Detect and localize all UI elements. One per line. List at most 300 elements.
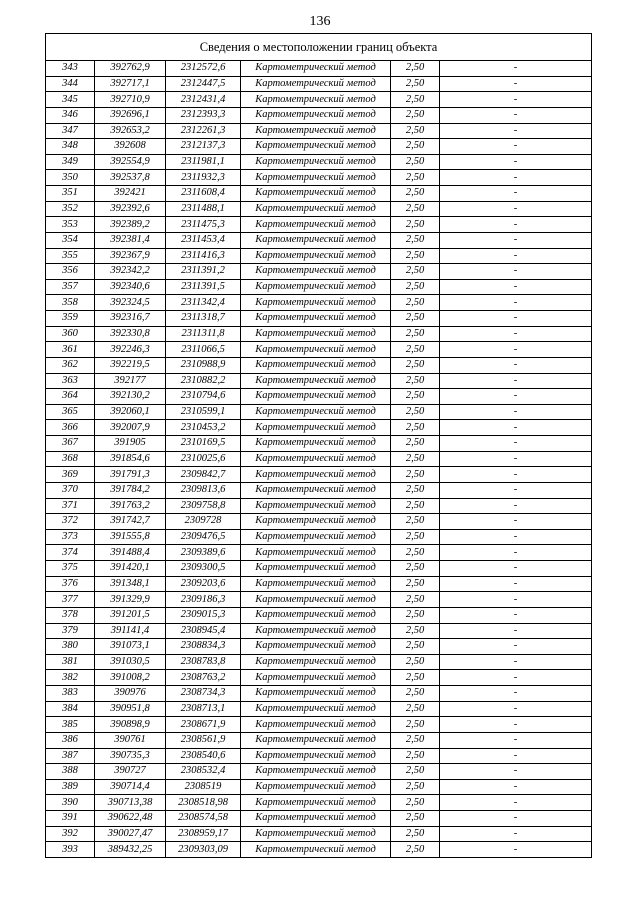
description-cell: - xyxy=(440,748,592,764)
description-cell: - xyxy=(440,467,592,483)
y-coordinate-cell: 2310453,2 xyxy=(166,420,241,436)
method-cell: Картометрический метод xyxy=(241,389,391,405)
y-coordinate-cell: 2312447,5 xyxy=(166,76,241,92)
accuracy-cell: 2,50 xyxy=(391,811,440,827)
table-row xyxy=(46,561,592,577)
method-cell: Картометрический метод xyxy=(241,639,391,655)
point-number-cell: 377 xyxy=(46,592,95,608)
x-coordinate-cell: 390027,47 xyxy=(95,826,166,842)
point-number-cell: 376 xyxy=(46,576,95,592)
accuracy-cell: 2,50 xyxy=(391,545,440,561)
y-coordinate-cell: 2309842,7 xyxy=(166,467,241,483)
method-cell: Картометрический метод xyxy=(241,342,391,358)
description-cell: - xyxy=(440,217,592,233)
method-cell: Картометрический метод xyxy=(241,545,391,561)
table-row xyxy=(46,311,592,327)
point-number-cell: 348 xyxy=(46,139,95,155)
accuracy-cell: 2,50 xyxy=(391,61,440,77)
y-coordinate-cell: 2311453,4 xyxy=(166,232,241,248)
point-number-cell: 388 xyxy=(46,764,95,780)
table-row xyxy=(46,623,592,639)
x-coordinate-cell: 392060,1 xyxy=(95,404,166,420)
table-row xyxy=(46,248,592,264)
description-cell: - xyxy=(440,107,592,123)
x-coordinate-cell: 391742,7 xyxy=(95,514,166,530)
description-cell: - xyxy=(440,779,592,795)
description-cell: - xyxy=(440,404,592,420)
x-coordinate-cell: 392381,4 xyxy=(95,232,166,248)
method-cell: Картометрический метод xyxy=(241,748,391,764)
description-cell: - xyxy=(440,482,592,498)
table-row xyxy=(46,826,592,842)
method-cell: Картометрический метод xyxy=(241,92,391,108)
y-coordinate-cell: 2309015,3 xyxy=(166,607,241,623)
x-coordinate-cell: 389432,25 xyxy=(95,842,166,858)
table-row xyxy=(46,451,592,467)
description-cell: - xyxy=(440,576,592,592)
description-cell: - xyxy=(440,654,592,670)
x-coordinate-cell: 390735,3 xyxy=(95,748,166,764)
point-number-cell: 386 xyxy=(46,732,95,748)
method-cell: Картометрический метод xyxy=(241,326,391,342)
accuracy-cell: 2,50 xyxy=(391,76,440,92)
accuracy-cell: 2,50 xyxy=(391,701,440,717)
description-cell: - xyxy=(440,623,592,639)
point-number-cell: 363 xyxy=(46,373,95,389)
y-coordinate-cell: 2308763,2 xyxy=(166,670,241,686)
table-row xyxy=(46,373,592,389)
x-coordinate-cell: 391905 xyxy=(95,436,166,452)
description-cell: - xyxy=(440,795,592,811)
accuracy-cell: 2,50 xyxy=(391,686,440,702)
x-coordinate-cell: 392340,6 xyxy=(95,279,166,295)
point-number-cell: 381 xyxy=(46,654,95,670)
method-cell: Картометрический метод xyxy=(241,842,391,858)
description-cell: - xyxy=(440,311,592,327)
y-coordinate-cell: 2308713,1 xyxy=(166,701,241,717)
table-row xyxy=(46,92,592,108)
point-number-cell: 371 xyxy=(46,498,95,514)
table-row xyxy=(46,436,592,452)
accuracy-cell: 2,50 xyxy=(391,795,440,811)
accuracy-cell: 2,50 xyxy=(391,717,440,733)
accuracy-cell: 2,50 xyxy=(391,451,440,467)
table-row xyxy=(46,592,592,608)
description-cell: - xyxy=(440,420,592,436)
accuracy-cell: 2,50 xyxy=(391,170,440,186)
table-row xyxy=(46,342,592,358)
y-coordinate-cell: 2310025,6 xyxy=(166,451,241,467)
y-coordinate-cell: 2308783,8 xyxy=(166,654,241,670)
accuracy-cell: 2,50 xyxy=(391,482,440,498)
method-cell: Картометрический метод xyxy=(241,811,391,827)
point-number-cell: 380 xyxy=(46,639,95,655)
accuracy-cell: 2,50 xyxy=(391,576,440,592)
description-cell: - xyxy=(440,686,592,702)
point-number-cell: 347 xyxy=(46,123,95,139)
description-cell: - xyxy=(440,545,592,561)
method-cell: Картометрический метод xyxy=(241,826,391,842)
table-row xyxy=(46,686,592,702)
x-coordinate-cell: 391329,9 xyxy=(95,592,166,608)
point-number-cell: 378 xyxy=(46,607,95,623)
x-coordinate-cell: 392316,7 xyxy=(95,311,166,327)
point-number-cell: 351 xyxy=(46,186,95,202)
x-coordinate-cell: 390761 xyxy=(95,732,166,748)
table-row xyxy=(46,154,592,170)
table-row xyxy=(46,61,592,77)
point-number-cell: 385 xyxy=(46,717,95,733)
y-coordinate-cell: 2312393,3 xyxy=(166,107,241,123)
accuracy-cell: 2,50 xyxy=(391,623,440,639)
point-number-cell: 359 xyxy=(46,311,95,327)
table-row xyxy=(46,357,592,373)
table-row xyxy=(46,732,592,748)
table-row xyxy=(46,264,592,280)
x-coordinate-cell: 392554,9 xyxy=(95,154,166,170)
point-number-cell: 361 xyxy=(46,342,95,358)
y-coordinate-cell: 2308518,98 xyxy=(166,795,241,811)
point-number-cell: 354 xyxy=(46,232,95,248)
description-cell: - xyxy=(440,670,592,686)
point-number-cell: 389 xyxy=(46,779,95,795)
accuracy-cell: 2,50 xyxy=(391,217,440,233)
table-row xyxy=(46,123,592,139)
accuracy-cell: 2,50 xyxy=(391,357,440,373)
accuracy-cell: 2,50 xyxy=(391,279,440,295)
method-cell: Картометрический метод xyxy=(241,467,391,483)
method-cell: Картометрический метод xyxy=(241,732,391,748)
table-row xyxy=(46,498,592,514)
table-row xyxy=(46,701,592,717)
table-row xyxy=(46,842,592,858)
y-coordinate-cell: 2311981,1 xyxy=(166,154,241,170)
y-coordinate-cell: 2311342,4 xyxy=(166,295,241,311)
y-coordinate-cell: 2309300,5 xyxy=(166,561,241,577)
y-coordinate-cell: 2309303,09 xyxy=(166,842,241,858)
x-coordinate-cell: 391555,8 xyxy=(95,529,166,545)
accuracy-cell: 2,50 xyxy=(391,436,440,452)
method-cell: Картометрический метод xyxy=(241,592,391,608)
description-cell: - xyxy=(440,701,592,717)
x-coordinate-cell: 392710,9 xyxy=(95,92,166,108)
y-coordinate-cell: 2311391,2 xyxy=(166,264,241,280)
description-cell: - xyxy=(440,639,592,655)
point-number-cell: 344 xyxy=(46,76,95,92)
table-row xyxy=(46,295,592,311)
y-coordinate-cell: 2311488,1 xyxy=(166,201,241,217)
point-number-cell: 352 xyxy=(46,201,95,217)
table-row xyxy=(46,811,592,827)
point-number-cell: 367 xyxy=(46,436,95,452)
boundary-coordinates-table xyxy=(45,33,592,858)
point-number-cell: 355 xyxy=(46,248,95,264)
y-coordinate-cell: 2308959,17 xyxy=(166,826,241,842)
point-number-cell: 364 xyxy=(46,389,95,405)
method-cell: Картометрический метод xyxy=(241,451,391,467)
y-coordinate-cell: 2311391,5 xyxy=(166,279,241,295)
x-coordinate-cell: 390622,48 xyxy=(95,811,166,827)
table-row xyxy=(46,76,592,92)
table-row xyxy=(46,201,592,217)
x-coordinate-cell: 392219,5 xyxy=(95,357,166,373)
y-coordinate-cell: 2308734,3 xyxy=(166,686,241,702)
point-number-cell: 382 xyxy=(46,670,95,686)
table-row xyxy=(46,389,592,405)
table-row xyxy=(46,326,592,342)
y-coordinate-cell: 2312137,3 xyxy=(166,139,241,155)
method-cell: Картометрический метод xyxy=(241,186,391,202)
x-coordinate-cell: 392696,1 xyxy=(95,107,166,123)
y-coordinate-cell: 2309728 xyxy=(166,514,241,530)
description-cell: - xyxy=(440,592,592,608)
table-row xyxy=(46,232,592,248)
description-cell: - xyxy=(440,451,592,467)
table-row xyxy=(46,670,592,686)
method-cell: Картометрический метод xyxy=(241,529,391,545)
point-number-cell: 349 xyxy=(46,154,95,170)
x-coordinate-cell: 392537,8 xyxy=(95,170,166,186)
accuracy-cell: 2,50 xyxy=(391,248,440,264)
method-cell: Картометрический метод xyxy=(241,576,391,592)
y-coordinate-cell: 2311416,3 xyxy=(166,248,241,264)
y-coordinate-cell: 2311608,4 xyxy=(166,186,241,202)
x-coordinate-cell: 392330,8 xyxy=(95,326,166,342)
x-coordinate-cell: 391488,4 xyxy=(95,545,166,561)
table-row xyxy=(46,514,592,530)
method-cell: Картометрический метод xyxy=(241,795,391,811)
description-cell: - xyxy=(440,357,592,373)
table-row xyxy=(46,482,592,498)
method-cell: Картометрический метод xyxy=(241,654,391,670)
accuracy-cell: 2,50 xyxy=(391,779,440,795)
method-cell: Картометрический метод xyxy=(241,170,391,186)
accuracy-cell: 2,50 xyxy=(391,404,440,420)
table-row xyxy=(46,576,592,592)
page-number: 136 xyxy=(309,14,331,29)
accuracy-cell: 2,50 xyxy=(391,186,440,202)
table-row xyxy=(46,654,592,670)
accuracy-cell: 2,50 xyxy=(391,529,440,545)
point-number-cell: 393 xyxy=(46,842,95,858)
table-row xyxy=(46,404,592,420)
accuracy-cell: 2,50 xyxy=(391,842,440,858)
y-coordinate-cell: 2308834,3 xyxy=(166,639,241,655)
table-row xyxy=(46,717,592,733)
table-row xyxy=(46,545,592,561)
description-cell: - xyxy=(440,170,592,186)
description-cell: - xyxy=(440,92,592,108)
accuracy-cell: 2,50 xyxy=(391,732,440,748)
description-cell: - xyxy=(440,498,592,514)
point-number-cell: 346 xyxy=(46,107,95,123)
x-coordinate-cell: 392392,6 xyxy=(95,201,166,217)
accuracy-cell: 2,50 xyxy=(391,514,440,530)
accuracy-cell: 2,50 xyxy=(391,654,440,670)
point-number-cell: 390 xyxy=(46,795,95,811)
accuracy-cell: 2,50 xyxy=(391,670,440,686)
y-coordinate-cell: 2312261,3 xyxy=(166,123,241,139)
table-row xyxy=(46,217,592,233)
table-row xyxy=(46,764,592,780)
method-cell: Картометрический метод xyxy=(241,420,391,436)
point-number-cell: 368 xyxy=(46,451,95,467)
method-cell: Картометрический метод xyxy=(241,295,391,311)
x-coordinate-cell: 392608 xyxy=(95,139,166,155)
description-cell: - xyxy=(440,279,592,295)
method-cell: Картометрический метод xyxy=(241,498,391,514)
y-coordinate-cell: 2310882,2 xyxy=(166,373,241,389)
method-cell: Картометрический метод xyxy=(241,107,391,123)
x-coordinate-cell: 392007,9 xyxy=(95,420,166,436)
method-cell: Картометрический метод xyxy=(241,701,391,717)
y-coordinate-cell: 2310599,1 xyxy=(166,404,241,420)
accuracy-cell: 2,50 xyxy=(391,139,440,155)
x-coordinate-cell: 392717,1 xyxy=(95,76,166,92)
table-row xyxy=(46,779,592,795)
accuracy-cell: 2,50 xyxy=(391,264,440,280)
accuracy-cell: 2,50 xyxy=(391,92,440,108)
x-coordinate-cell: 392421 xyxy=(95,186,166,202)
y-coordinate-cell: 2308561,9 xyxy=(166,732,241,748)
x-coordinate-cell: 391763,2 xyxy=(95,498,166,514)
accuracy-cell: 2,50 xyxy=(391,342,440,358)
x-coordinate-cell: 392342,2 xyxy=(95,264,166,280)
method-cell: Картометрический метод xyxy=(241,217,391,233)
x-coordinate-cell: 390951,8 xyxy=(95,701,166,717)
point-number-cell: 357 xyxy=(46,279,95,295)
accuracy-cell: 2,50 xyxy=(391,467,440,483)
accuracy-cell: 2,50 xyxy=(391,326,440,342)
table-row xyxy=(46,607,592,623)
x-coordinate-cell: 392246,3 xyxy=(95,342,166,358)
method-cell: Картометрический метод xyxy=(241,607,391,623)
description-cell: - xyxy=(440,764,592,780)
point-number-cell: 370 xyxy=(46,482,95,498)
description-cell: - xyxy=(440,826,592,842)
description-cell: - xyxy=(440,186,592,202)
description-cell: - xyxy=(440,732,592,748)
method-cell: Картометрический метод xyxy=(241,232,391,248)
x-coordinate-cell: 391854,6 xyxy=(95,451,166,467)
method-cell: Картометрический метод xyxy=(241,779,391,795)
description-cell: - xyxy=(440,607,592,623)
description-cell: - xyxy=(440,811,592,827)
accuracy-cell: 2,50 xyxy=(391,123,440,139)
accuracy-cell: 2,50 xyxy=(391,295,440,311)
table-row xyxy=(46,639,592,655)
description-cell: - xyxy=(440,139,592,155)
y-coordinate-cell: 2311932,3 xyxy=(166,170,241,186)
method-cell: Картометрический метод xyxy=(241,623,391,639)
method-cell: Картометрический метод xyxy=(241,248,391,264)
y-coordinate-cell: 2309186,3 xyxy=(166,592,241,608)
table-row xyxy=(46,107,592,123)
x-coordinate-cell: 391201,5 xyxy=(95,607,166,623)
description-cell: - xyxy=(440,61,592,77)
y-coordinate-cell: 2311475,3 xyxy=(166,217,241,233)
point-number-cell: 358 xyxy=(46,295,95,311)
y-coordinate-cell: 2308671,9 xyxy=(166,717,241,733)
y-coordinate-cell: 2309476,5 xyxy=(166,529,241,545)
method-cell: Картометрический метод xyxy=(241,764,391,780)
point-number-cell: 369 xyxy=(46,467,95,483)
point-number-cell: 383 xyxy=(46,686,95,702)
method-cell: Картометрический метод xyxy=(241,717,391,733)
table-row xyxy=(46,795,592,811)
method-cell: Картометрический метод xyxy=(241,154,391,170)
description-cell: - xyxy=(440,295,592,311)
x-coordinate-cell: 392762,9 xyxy=(95,61,166,77)
accuracy-cell: 2,50 xyxy=(391,420,440,436)
y-coordinate-cell: 2308532,4 xyxy=(166,764,241,780)
y-coordinate-cell: 2311311,8 xyxy=(166,326,241,342)
point-number-cell: 387 xyxy=(46,748,95,764)
method-cell: Картометрический метод xyxy=(241,482,391,498)
method-cell: Картометрический метод xyxy=(241,373,391,389)
method-cell: Картометрический метод xyxy=(241,139,391,155)
point-number-cell: 374 xyxy=(46,545,95,561)
method-cell: Картометрический метод xyxy=(241,357,391,373)
method-cell: Картометрический метод xyxy=(241,404,391,420)
accuracy-cell: 2,50 xyxy=(391,592,440,608)
description-cell: - xyxy=(440,123,592,139)
point-number-cell: 392 xyxy=(46,826,95,842)
point-number-cell: 353 xyxy=(46,217,95,233)
y-coordinate-cell: 2310169,5 xyxy=(166,436,241,452)
accuracy-cell: 2,50 xyxy=(391,107,440,123)
accuracy-cell: 2,50 xyxy=(391,389,440,405)
point-number-cell: 343 xyxy=(46,61,95,77)
x-coordinate-cell: 391141,4 xyxy=(95,623,166,639)
x-coordinate-cell: 391073,1 xyxy=(95,639,166,655)
point-number-cell: 372 xyxy=(46,514,95,530)
point-number-cell: 379 xyxy=(46,623,95,639)
y-coordinate-cell: 2308945,4 xyxy=(166,623,241,639)
description-cell: - xyxy=(440,842,592,858)
y-coordinate-cell: 2309813,6 xyxy=(166,482,241,498)
table-title: Сведения о местоположении границ объекта xyxy=(46,34,592,61)
description-cell: - xyxy=(440,529,592,545)
y-coordinate-cell: 2308519 xyxy=(166,779,241,795)
method-cell: Картометрический метод xyxy=(241,76,391,92)
description-cell: - xyxy=(440,561,592,577)
point-number-cell: 350 xyxy=(46,170,95,186)
y-coordinate-cell: 2312572,6 xyxy=(166,61,241,77)
description-cell: - xyxy=(440,436,592,452)
x-coordinate-cell: 391008,2 xyxy=(95,670,166,686)
table-body xyxy=(46,34,592,858)
table-row xyxy=(46,170,592,186)
y-coordinate-cell: 2309389,6 xyxy=(166,545,241,561)
method-cell: Картометрический метод xyxy=(241,123,391,139)
x-coordinate-cell: 390976 xyxy=(95,686,166,702)
y-coordinate-cell: 2310794,6 xyxy=(166,389,241,405)
point-number-cell: 375 xyxy=(46,561,95,577)
accuracy-cell: 2,50 xyxy=(391,607,440,623)
point-number-cell: 384 xyxy=(46,701,95,717)
accuracy-cell: 2,50 xyxy=(391,748,440,764)
accuracy-cell: 2,50 xyxy=(391,764,440,780)
method-cell: Картометрический метод xyxy=(241,436,391,452)
point-number-cell: 365 xyxy=(46,404,95,420)
description-cell: - xyxy=(440,342,592,358)
accuracy-cell: 2,50 xyxy=(391,373,440,389)
method-cell: Картометрический метод xyxy=(241,514,391,530)
point-number-cell: 345 xyxy=(46,92,95,108)
accuracy-cell: 2,50 xyxy=(391,826,440,842)
accuracy-cell: 2,50 xyxy=(391,561,440,577)
